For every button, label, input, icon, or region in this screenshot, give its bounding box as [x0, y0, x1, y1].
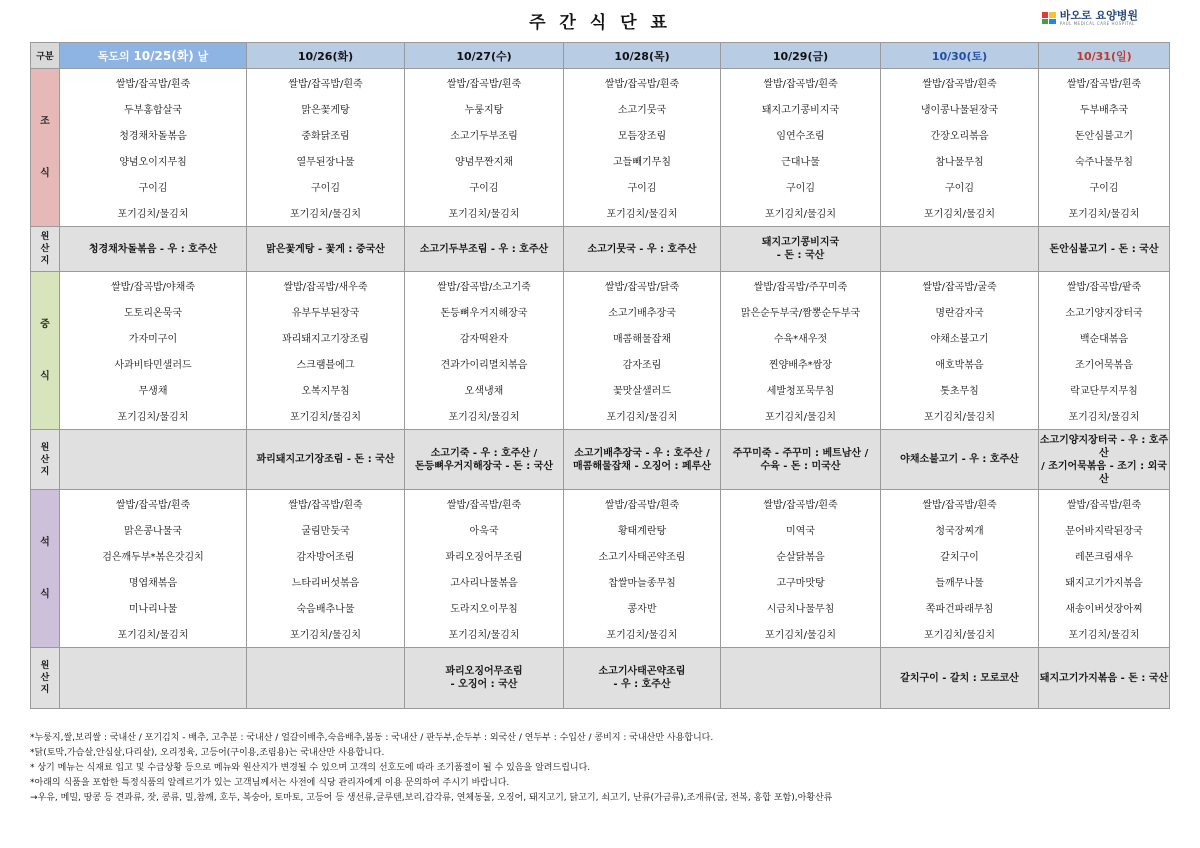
dinner-menu-item: 쌀밥/잡곡밥/흰죽 [881, 490, 1039, 517]
origin-label [31, 227, 60, 272]
breakfast-menu-item: 쌀밥/잡곡밥/흰죽 [721, 69, 881, 96]
header-day: 10/29(금) [721, 43, 881, 69]
lunch-row [31, 298, 1170, 324]
lunch-row [31, 272, 1170, 299]
lunch-row [31, 402, 1170, 430]
dinner-menu-item: 새송이버섯장아찌 [1039, 594, 1170, 620]
breakfast-menu-item: 쌀밥/잡곡밥/흰죽 [247, 69, 405, 96]
lunch-menu-item: 야채소불고기 [881, 324, 1039, 350]
dinner-menu-item: 쪽파건파래무침 [881, 594, 1039, 620]
note-line: →우유, 메밀, 땅콩 등 견과류, 잣, 콩류, 밀,참깨, 호두, 복숭아, 토마토, 고등어 등 생선류,글루텐,보리,갑각류, 연체동물, 오징어, 돼지고기, 닭고기, 쇠고기, 난류(가금류),조개류(굴, 전복, 홍합 포함),아황산류 [30, 793, 833, 803]
dinner-menu-item: 포기김치/물김치 [247, 620, 405, 648]
lunch-menu-item: 포기김치/물김치 [564, 402, 721, 430]
breakfast-menu-item: 두부배추국 [1039, 95, 1170, 121]
dinner-menu-item: 돼지고기가지볶음 [1039, 568, 1170, 594]
breakfast-menu-item: 포기김치/물김치 [721, 199, 881, 227]
dinner-menu-item: 문어바지락된장국 [1039, 516, 1170, 542]
logo-text: 바오로 요양병원 [1059, 9, 1138, 22]
dinner-origin-cell [564, 648, 721, 709]
lunch-menu-item: 유부두부된장국 [247, 298, 405, 324]
origin-text: 갈치구이 - 갈치 : 모로코산 [900, 672, 1019, 684]
dinner-row [31, 542, 1170, 568]
lunch-menu-item: 포기김치/물김치 [721, 402, 881, 430]
origin-text: 꽈리오징어무조림 [445, 666, 523, 677]
lunch-menu-item: 쌀밥/잡곡밥/새우죽 [247, 272, 405, 299]
breakfast-menu-item: 맑은꽃게탕 [247, 95, 405, 121]
lunch-origin-cell [247, 430, 405, 490]
dinner-menu-item: 맑은콩나물국 [60, 516, 247, 542]
lunch-menu-item: 돈등뼈우거지해장국 [405, 298, 564, 324]
dinner-menu-item: 미나리나물 [60, 594, 247, 620]
breakfast-menu-item: 간장오리볶음 [881, 121, 1039, 147]
origin-text: 돈안심불고기 - 돈 : 국산 [1049, 243, 1159, 255]
breakfast-row [31, 199, 1170, 227]
lunch-menu-item: 견과가이리멸치볶음 [405, 350, 564, 376]
origin-text: - 돈 : 국산 [776, 250, 825, 261]
dinner-menu-item: 쌀밥/잡곡밥/흰죽 [564, 490, 721, 517]
breakfast-row [31, 147, 1170, 173]
lunch-menu-item: 가자미구이 [60, 324, 247, 350]
lunch-origin-cell [721, 430, 881, 490]
dinner-menu-item: 느타리버섯볶음 [247, 568, 405, 594]
breakfast-origin-cell [721, 227, 881, 272]
lunch-menu-item: 오색냉채 [405, 376, 564, 402]
origin-text: 맑은꽃게탕 - 꽃게 : 중국산 [266, 243, 385, 255]
meal-label-char: 식 [40, 167, 50, 179]
lunch-menu-item: 꽈리돼지고기장조림 [247, 324, 405, 350]
lunch-menu-item: 소고기배추장국 [564, 298, 721, 324]
origin-label [31, 430, 60, 490]
lunch-menu-item: 오복지무침 [247, 376, 405, 402]
lunch-menu-item: 스크램블에그 [247, 350, 405, 376]
breakfast-menu-item: 포기김치/물김치 [247, 199, 405, 227]
lunch-origin-cell [881, 430, 1039, 490]
lunch-origin-row [31, 430, 1170, 490]
dinner-menu-item: 갈치구이 [881, 542, 1039, 568]
dinner-menu-item: 고구마맛탕 [721, 568, 881, 594]
lunch-menu-item: 감자조림 [564, 350, 721, 376]
dinner-menu-item: 레몬크림새우 [1039, 542, 1170, 568]
lunch-menu-item: 백순대볶음 [1039, 324, 1170, 350]
dinner-menu-item: 시금치나물무침 [721, 594, 881, 620]
dinner-origin-cell [405, 648, 564, 709]
header-day-highlight [60, 43, 247, 69]
lunch-menu-item: 매콤해물잡채 [564, 324, 721, 350]
dinner-origin-cell [247, 648, 405, 709]
note-line: *닭(토막,가슴살,안심살,다리살), 오리정육, 고등어(구이용,조림용)는 국내산만 사용합니다. [30, 748, 385, 758]
dinner-menu-item: 포기김치/물김치 [721, 620, 881, 648]
header-row [31, 43, 1170, 69]
origin-text: 돼지고기가지볶음 - 돈 : 국산 [1039, 672, 1169, 684]
dinner-menu-item: 포기김치/물김치 [564, 620, 721, 648]
lunch-menu-item: 애호박볶음 [881, 350, 1039, 376]
note-line: *아래의 식품을 포함한 특정식품의 알레르기가 있는 고객님께서는 사전에 식당 관리자에게 이용 문의하여 주시기 바랍니다. [30, 778, 510, 788]
breakfast-menu-item: 소고기두부조림 [405, 121, 564, 147]
dinner-menu-item: 감자방어조림 [247, 542, 405, 568]
note-line: * 상기 메뉴는 식재료 입고 및 수급상황 등으로 메뉴와 원산지가 변경될 수 있으며 고객의 선호도에 따라 조기품절이 될 수 있음을 알려드립니다. [30, 763, 591, 773]
dinner-menu-item: 청국장찌개 [881, 516, 1039, 542]
dinner-menu-item: 순살닭볶음 [721, 542, 881, 568]
dinner-row [31, 490, 1170, 517]
origin-label [31, 648, 60, 709]
header-highlight-prefix: 독도의 [97, 50, 130, 63]
origin-label-char: 원 [40, 232, 50, 242]
origin-label-char: 지 [40, 466, 50, 477]
notes-section [30, 731, 1170, 806]
dinner-menu-item: 검은깨두부*볶은갓김치 [60, 542, 247, 568]
origin-text: 소고기양지장터국 - 우 : 호주산 [1039, 434, 1169, 459]
origin-text: 소고기사태곤약조림 [598, 666, 686, 677]
dinner-origin-row [31, 648, 1170, 709]
origin-text: / 조기어묵볶음 - 조기 : 외국산 [1041, 460, 1167, 485]
hospital-logo [1042, 10, 1138, 26]
lunch-menu-item: 쌀밥/잡곡밥/팥죽 [1039, 272, 1170, 299]
breakfast-menu-item: 근대나물 [721, 147, 881, 173]
lunch-menu-item: 락교단무지무침 [1039, 376, 1170, 402]
lunch-menu-item: 쌀밥/잡곡밥/야채죽 [60, 272, 247, 299]
dinner-row [31, 620, 1170, 648]
lunch-label [31, 272, 60, 430]
lunch-menu-item: 꽃맛살샐러드 [564, 376, 721, 402]
logo-icon [1042, 12, 1056, 24]
lunch-origin-cell [1039, 430, 1170, 490]
lunch-menu-item: 포기김치/물김치 [247, 402, 405, 430]
lunch-menu-item: 톳초무침 [881, 376, 1039, 402]
breakfast-menu-item: 구이김 [721, 173, 881, 199]
breakfast-menu-item: 쌀밥/잡곡밥/흰죽 [1039, 69, 1170, 96]
origin-text: 돼지고기콩비지국 [761, 237, 840, 248]
lunch-origin-cell [60, 430, 247, 490]
dinner-menu-item: 쌀밥/잡곡밥/흰죽 [247, 490, 405, 517]
origin-text: 소고기두부조림 - 우 : 호주산 [419, 243, 549, 255]
dinner-menu-item: 포기김치/물김치 [60, 620, 247, 648]
header-highlight-date: 10/25(화) [133, 49, 194, 63]
note-line: *누룽지,쌀,보리쌀 : 국내산 / 포기김치 - 배추, 고추분 : 국내산 / 얼갈이배추,숙음배추,봄동 : 국내산 / 판두부,순두부 : 외국산 / 연두부 : 수입산 / 콩비지 : 국내산만 사용합니다. [30, 733, 714, 743]
origin-label-char: 원 [40, 442, 50, 453]
breakfast-menu-item: 양념무짠지채 [405, 147, 564, 173]
dinner-label [31, 490, 60, 648]
dinner-menu-item: 아욱국 [405, 516, 564, 542]
breakfast-menu-item: 쌀밥/잡곡밥/흰죽 [405, 69, 564, 96]
dinner-origin-cell [1039, 648, 1170, 709]
breakfast-origin-cell [247, 227, 405, 272]
dinner-menu-item: 꽈리오징어무조림 [405, 542, 564, 568]
lunch-row [31, 376, 1170, 402]
breakfast-label [31, 69, 60, 227]
lunch-menu-item: 감자떡완자 [405, 324, 564, 350]
dinner-menu-item: 굴림만둣국 [247, 516, 405, 542]
breakfast-menu-item: 중화닭조림 [247, 121, 405, 147]
origin-label-char: 산 [40, 673, 50, 683]
lunch-menu-item: 수육*새우젓 [721, 324, 881, 350]
breakfast-menu-item: 청경채차돌볶음 [60, 121, 247, 147]
header-day: 10/27(수) [405, 43, 564, 69]
breakfast-menu-item: 돈안심불고기 [1039, 121, 1170, 147]
dinner-origin-cell [881, 648, 1039, 709]
header-highlight-suffix: 날 [197, 50, 209, 63]
origin-text: 돈등뼈우거지해장국 - 돈 : 국산 [415, 460, 553, 472]
lunch-origin-cell [405, 430, 564, 490]
lunch-menu-item: 포기김치/물김치 [881, 402, 1039, 430]
dinner-menu-item: 쌀밥/잡곡밥/흰죽 [721, 490, 881, 517]
meal-label-char: 석 [40, 536, 50, 548]
header-day: 10/26(화) [247, 43, 405, 69]
weekly-menu-table [30, 42, 1170, 709]
dinner-menu-item: 찹쌀마늘종무침 [564, 568, 721, 594]
lunch-menu-item: 명란감자국 [881, 298, 1039, 324]
breakfast-origin-cell [1039, 227, 1170, 272]
breakfast-origin-cell [405, 227, 564, 272]
breakfast-origin-cell [881, 227, 1039, 272]
breakfast-menu-item: 구이김 [60, 173, 247, 199]
breakfast-row [31, 95, 1170, 121]
lunch-menu-item: 무생채 [60, 376, 247, 402]
breakfast-menu-item: 소고기뭇국 [564, 95, 721, 121]
breakfast-menu-item: 구이김 [247, 173, 405, 199]
breakfast-menu-item: 모듬장조림 [564, 121, 721, 147]
dinner-origin-cell [721, 648, 881, 709]
breakfast-menu-item: 임연수조림 [721, 121, 881, 147]
dinner-menu-item: 숙음배추나물 [247, 594, 405, 620]
lunch-menu-item: 포기김치/물김치 [60, 402, 247, 430]
lunch-menu-item: 쌀밥/잡곡밥/굴죽 [881, 272, 1039, 299]
breakfast-menu-item: 열무된장나물 [247, 147, 405, 173]
breakfast-menu-item: 구이김 [564, 173, 721, 199]
breakfast-origin-row [31, 227, 1170, 272]
breakfast-menu-item: 고들빼기무침 [564, 147, 721, 173]
lunch-menu-item: 찐양배추*쌈장 [721, 350, 881, 376]
breakfast-origin-cell [564, 227, 721, 272]
origin-label-char: 산 [40, 454, 50, 465]
lunch-menu-item: 쌀밥/잡곡밥/소고기죽 [405, 272, 564, 299]
breakfast-origin-cell [60, 227, 247, 272]
origin-text: 꽈리돼지고기장조림 - 돈 : 국산 [256, 454, 395, 465]
lunch-menu-item: 포기김치/물김치 [405, 402, 564, 430]
origin-label-char: 지 [40, 685, 50, 695]
header-day-saturday: 10/30(토) [881, 43, 1039, 69]
header-day-sunday: 10/31(일) [1039, 43, 1170, 69]
dinner-menu-item: 황태계란탕 [564, 516, 721, 542]
origin-label-char: 원 [40, 661, 50, 671]
origin-text: 매콤해물잡채 - 오징어 : 페루산 [573, 460, 711, 472]
dinner-menu-item: 미역국 [721, 516, 881, 542]
origin-text: 소고기배추장국 - 우 : 호주산 / [574, 447, 710, 459]
header-corner: 구분 [31, 43, 60, 69]
dinner-menu-item: 명엽채볶음 [60, 568, 247, 594]
origin-text: - 오징어 : 국산 [450, 679, 518, 690]
breakfast-menu-item: 포기김치/물김치 [60, 199, 247, 227]
dinner-row [31, 568, 1170, 594]
breakfast-menu-item: 냉이콩나물된장국 [881, 95, 1039, 121]
origin-text: 주꾸미죽 - 주꾸미 : 베트남산 / [732, 447, 869, 459]
lunch-menu-item: 포기김치/물김치 [1039, 402, 1170, 430]
breakfast-menu-item: 쌀밥/잡곡밥/흰죽 [881, 69, 1039, 96]
breakfast-menu-item: 구이김 [881, 173, 1039, 199]
lunch-menu-item: 맑은순두부국/짬뽕순두부국 [721, 298, 881, 324]
dinner-menu-item: 포기김치/물김치 [881, 620, 1039, 648]
breakfast-menu-item: 두부홍합살국 [60, 95, 247, 121]
breakfast-menu-item: 포기김치/물김치 [405, 199, 564, 227]
breakfast-row [31, 69, 1170, 96]
meal-label-char: 조 [40, 115, 50, 127]
meal-label-char: 식 [40, 370, 50, 382]
breakfast-menu-item: 포기김치/물김치 [1039, 199, 1170, 227]
breakfast-menu-item: 돼지고기콩비지국 [721, 95, 881, 121]
breakfast-menu-item: 숙주나물무침 [1039, 147, 1170, 173]
dinner-menu-item: 쌀밥/잡곡밥/흰죽 [60, 490, 247, 517]
origin-text: 야채소불고기 - 우 : 호주산 [900, 454, 1019, 465]
lunch-menu-item: 조기어묵볶음 [1039, 350, 1170, 376]
origin-text: 수육 - 돈 : 미국산 [760, 460, 841, 472]
origin-text: 소고기죽 - 우 : 호주산 / [430, 447, 538, 459]
dinner-row [31, 594, 1170, 620]
logo-subtitle: PAUL MEDICAL CARE HOSPITAL [1059, 21, 1135, 26]
breakfast-menu-item: 쌀밥/잡곡밥/흰죽 [60, 69, 247, 96]
lunch-menu-item: 사과비타민샐러드 [60, 350, 247, 376]
breakfast-menu-item: 누룽지탕 [405, 95, 564, 121]
dinner-menu-item: 들깨무나물 [881, 568, 1039, 594]
breakfast-row [31, 173, 1170, 199]
dinner-origin-cell [60, 648, 247, 709]
lunch-row [31, 324, 1170, 350]
page-title: 주 간 식 단 표 [529, 13, 671, 33]
breakfast-menu-item: 참나물무침 [881, 147, 1039, 173]
meal-label-char: 중 [40, 318, 50, 330]
breakfast-menu-item: 구이김 [405, 173, 564, 199]
dinner-menu-item: 소고기사태곤약조림 [564, 542, 721, 568]
meal-label-char: 식 [40, 588, 50, 600]
dinner-menu-item: 고사리나물볶음 [405, 568, 564, 594]
dinner-menu-item: 포기김치/물김치 [405, 620, 564, 648]
dinner-menu-item: 쌀밥/잡곡밥/흰죽 [1039, 490, 1170, 517]
origin-text: 청경채차돌볶음 - 우 : 호주산 [88, 243, 218, 255]
origin-label-char: 산 [40, 244, 50, 254]
dinner-menu-item: 콩자반 [564, 594, 721, 620]
breakfast-menu-item: 쌀밥/잡곡밥/흰죽 [564, 69, 721, 96]
lunch-menu-item: 쌀밥/잡곡밥/닭죽 [564, 272, 721, 299]
lunch-origin-cell [564, 430, 721, 490]
breakfast-menu-item: 포기김치/물김치 [881, 199, 1039, 227]
breakfast-row [31, 121, 1170, 147]
dinner-row [31, 516, 1170, 542]
lunch-menu-item: 도토리온묵국 [60, 298, 247, 324]
lunch-menu-item: 세발청포묵무침 [721, 376, 881, 402]
lunch-row [31, 350, 1170, 376]
lunch-menu-item: 쌀밥/잡곡밥/주꾸미죽 [721, 272, 881, 299]
breakfast-menu-item: 구이김 [1039, 173, 1170, 199]
origin-label-char: 지 [40, 256, 50, 266]
origin-text: 소고기뭇국 - 우 : 호주산 [587, 243, 697, 255]
header-day: 10/28(목) [564, 43, 721, 69]
dinner-menu-item: 포기김치/물김치 [1039, 620, 1170, 648]
breakfast-menu-item: 포기김치/물김치 [564, 199, 721, 227]
lunch-menu-item: 소고기양지장터국 [1039, 298, 1170, 324]
origin-text: - 우 : 호주산 [613, 679, 671, 690]
dinner-menu-item: 도라지오이무침 [405, 594, 564, 620]
dinner-menu-item: 쌀밥/잡곡밥/흰죽 [405, 490, 564, 517]
breakfast-menu-item: 양념오이지무침 [60, 147, 247, 173]
